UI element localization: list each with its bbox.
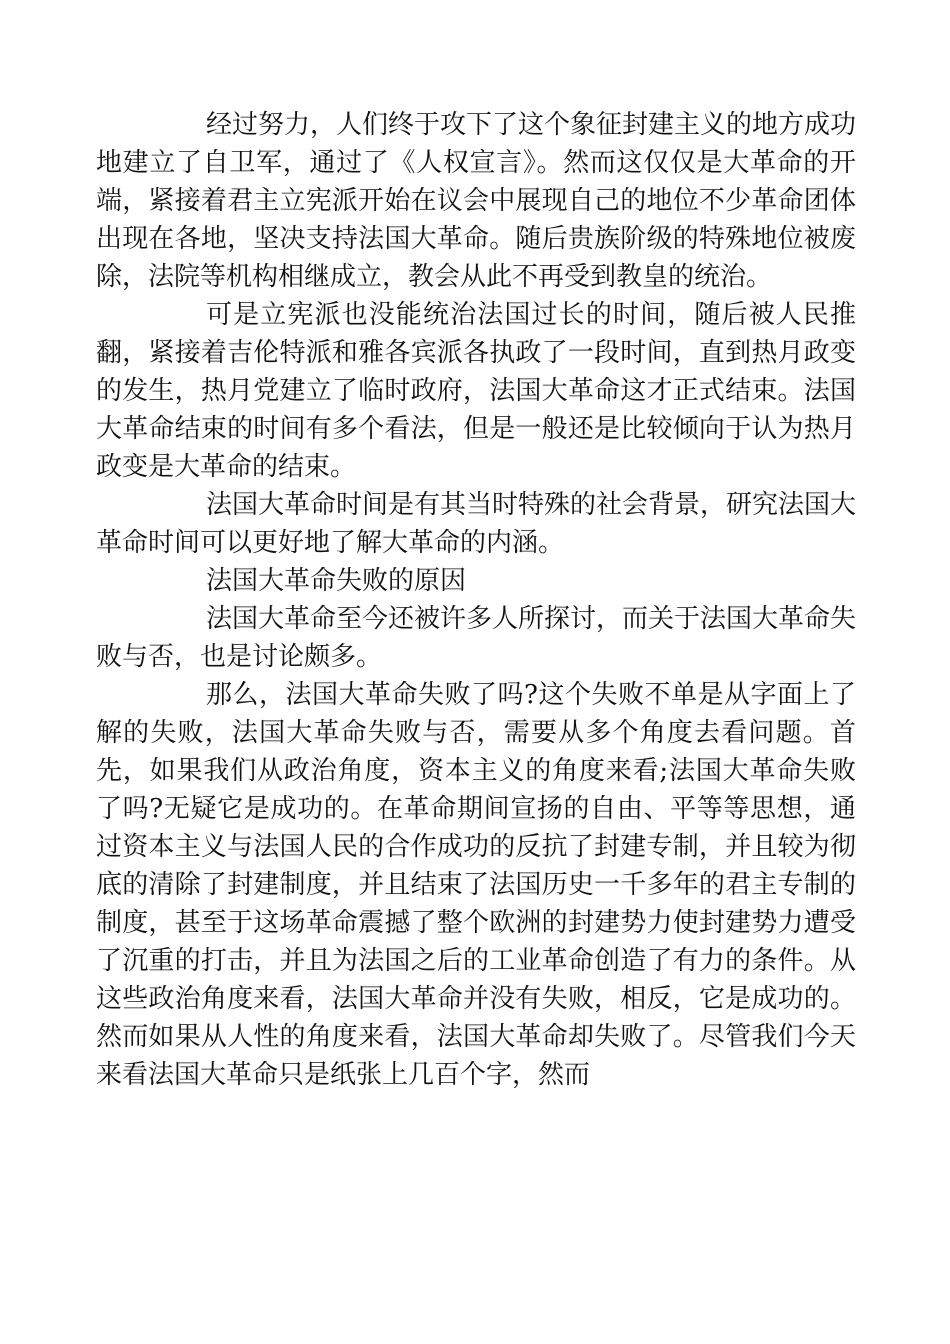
- paragraph-2: 可是立宪派也没能统治法国过长的时间，随后被人民推翻，紧接着吉伦特派和雅各宾派各执政了一段时间，直到热月政变的发生，热月党建立了临时政府，法国大革命这才正式结束。法国大革命结束的时间有多个看法，但是一般还是比较倾向于认为热月政变是大革命的结束。: [96, 300, 856, 482]
- paragraph-4: 法国大革命至今还被许多人所探讨，而关于法国大革命失败与否，也是讨论颇多。: [96, 604, 857, 672]
- paragraph-5: 那么，法国大革命失败了吗?这个失败不单是从字面上了解的失败，法国大革命失败与否，需要从多个角度去看问题。首先，如果我们从政治角度，资本主义的角度来看;法国大革命失败了吗?无疑它是成功的。在革命期间宣扬的自由、平等等思想，通过资本主义与法国人民的合作成功的反抗了封建专制，并且较为彻底的清除了封建制度，并且结束了法国历史一千多年的君主专制的制度，甚至于这场革命震撼了整个欧洲的封建势力使封建势力遭受了沉重的打击，并且为法国之后的工业革命创造了有力的条件。从这些政治角度来看，法国大革命并没有失败，相反，它是成功的。然而如果从人性的角度来看，法国大革命却失败了。尽管我们今天来看法国大革命只是纸张上几百个字，然而: [96, 680, 856, 1090]
- paragraph-3: 法国大革命时间是有其当时特殊的社会背景，研究法国大革命时间可以更好地了解大革命的内涵。: [96, 490, 857, 558]
- section-heading: 法国大革命失败的原因: [206, 566, 467, 596]
- paragraph-1: 经过努力，人们终于攻下了这个象征封建主义的地方成功地建立了自卫军，通过了《人权宣言》。然而这仅仅是大革命的开端，紧接着君主立宪派开始在议会中展现自己的地位不少革命团体出现在各地，坚决支持法国大革命。随后贵族阶级的特殊地位被废除，法院等机构相继成立，教会从此不再受到教皇的统治。: [96, 110, 857, 292]
- document-page: [96, 106, 856, 1094]
